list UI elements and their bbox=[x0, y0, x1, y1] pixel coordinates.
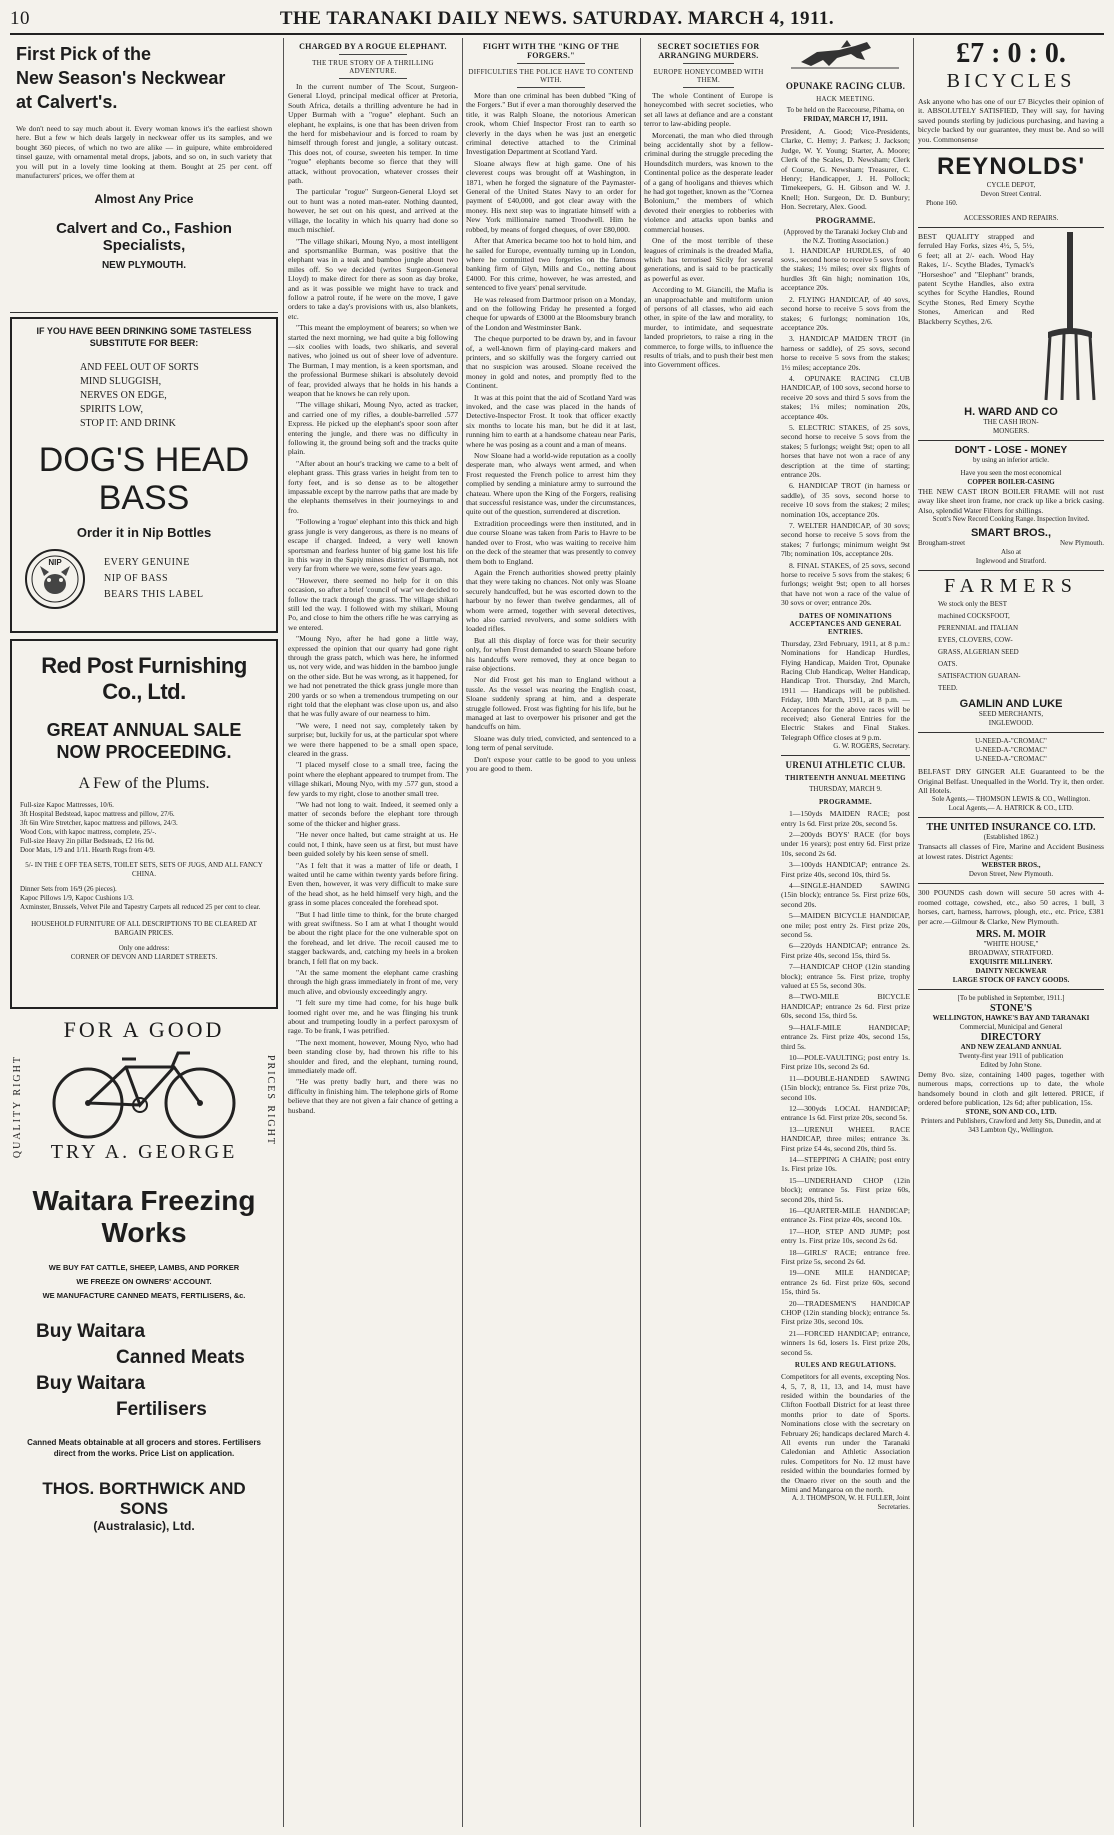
bass-line: MIND SLUGGISH, bbox=[80, 376, 162, 387]
elephant-paragraph: "As I felt that it was a matter of life or death, I waited until he came within twenty yards before firing. Even then, however, it was very difficult to make sure of the head shot, as he held himself very high, and the grass in some places concealed the forehead spot. bbox=[288, 860, 458, 908]
elephant-title: CHARGED BY A ROGUE ELEPHANT. bbox=[299, 42, 447, 51]
societies-paragraph: According to M. Giancili, the Mafia is an unapproachable and multiform union of persons of all classes, who aid each other, in spite of the law and morality, to murder, to intimidate, and sequestrate landed proprietors, to raise a ring in the commerce, to forge wills, to influence the results of trials, and to push their best men into Government offices. bbox=[644, 285, 773, 370]
george-left-vertical: QUALITY RIGHT bbox=[12, 1055, 23, 1159]
masthead bbox=[10, 6, 1104, 32]
waitara-firm-sub: (Australasic), Ltd. bbox=[93, 1519, 195, 1533]
calvert-heading-2: New Season's Neckwear bbox=[16, 68, 226, 88]
bicycles-body: Ask anyone who has one of our £7 Bicycles their opinion of it. ABSOLUTELY SATISFIED, They will say, for having saved pounds sterling by judicious purchasing, and having a bicycle backed by our guarantee, they must be. And so will you. Commonsense bbox=[918, 97, 1104, 144]
directory-firm: STONE, SON AND CO., LTD. bbox=[965, 1107, 1057, 1116]
racing-event-paragraph: 8. FINAL STAKES, of 25 sovs, second horse to receive 5 sovs from the stakes; 6 furlongs; weight 9st; open to all horses that have not won a race of the value of 30 sovs or over; entrance 20s. bbox=[781, 560, 910, 608]
insurance-est: (Established 1862.) bbox=[983, 833, 1039, 842]
racing-subtitle: HACK MEETING. bbox=[816, 95, 875, 103]
elephant-paragraph: "Moung Nyo, after he had gone a little way, expressed the opinion that our quarry had gone right through the grass patch, which was here, he informed us, not very wide, and was hidden in the bamboo jungle on the other side. But he was wrong, as it happened, for we had not penetrated the thick grass jungle more than 200 yards or so when a tremendous trumpeting on our right told that the elephant was close upon us, and also that he was fully aware of our nearness to him. bbox=[288, 634, 458, 719]
column-rule bbox=[913, 38, 914, 1827]
farmers-line: EYES, CLOVERS, COW- bbox=[938, 636, 1013, 645]
athletic-event-paragraph: 7—HANDICAP CHOP (12in standing block); entrance 5s. First prize, trophy valued at £5 5s, second 30s. bbox=[781, 962, 910, 991]
racing-programme-note: (Approved by the Taranaki Jockey Club and the N.Z. Trotting Association.) bbox=[783, 227, 908, 245]
column-4-societies-and-sports bbox=[644, 38, 910, 1827]
hward-sub: THE CASH IRON- bbox=[983, 418, 1039, 427]
forgers-paragraph: Now Sloane had a world-wide reputation as a coolly desperate man, who always went armed, and when Frost requested the French police to arrest him they complied by sending a miniature army to surround the chateau. Where upon the King of the Forgers, realising that successful resistance was, under the circumstances, quite out of the question, surrendered at discretion. bbox=[466, 451, 636, 517]
elephant-paragraph: "He was pretty badly hurt, and there was no difficulty in finishing him. The telephone girls of Rome believe that they are not given a fair chance of getting a husband. bbox=[288, 1077, 458, 1115]
forgers-title: FIGHT WITH THE "KING OF THE FORGERS." bbox=[482, 42, 620, 60]
red-post-ad bbox=[10, 639, 278, 1009]
moir-shop: "WHITE HOUSE," bbox=[983, 939, 1039, 948]
bass-lead: IF YOU HAVE BEEN DRINKING SOME TASTELESS SUBSTITUTE FOR BEER: bbox=[36, 326, 252, 348]
reynolds-name: REYNOLDS' bbox=[936, 153, 1086, 181]
farmers-line: GRASS, ALGERIAN SEED bbox=[938, 648, 1019, 657]
gamlin-firm: GAMLIN AND LUKE bbox=[959, 698, 1063, 711]
redpost-item: Full-size Kapoc Mattresses, 10/6. bbox=[20, 801, 114, 809]
societies-title: SECRET SOCIETIES FOR ARRANGING MURDERS. bbox=[657, 42, 760, 60]
athletic-event-paragraph: 5—MAIDEN BICYCLE HANDICAP, one mile; post entry 2s. First prize 20s, second 5s. bbox=[781, 911, 910, 940]
land-sale: 300 POUNDS cash down will secure 50 acres with 4-roomed cottage, cowshed, etc., also 50 acres, 1 bull, 3 horses, cart, harness, harrows, plough, etc., etc. Price, £381 per acre.—Gilmour & Clarke, New Plymouth. bbox=[918, 888, 1104, 926]
athletic-subtitle: THIRTEENTH ANNUAL MEETING bbox=[785, 774, 906, 783]
smart-line: Also at bbox=[1000, 548, 1022, 557]
elephant-paragraph: "I placed myself close to a small tree, facing the point where the elephant appeared to trumpet from. The village shikari, Moung Nyo, with my .577 gun, stood a few yards to my right, close to another small tree. bbox=[288, 760, 458, 798]
hward-firm: H. WARD AND CO bbox=[964, 406, 1058, 419]
athletic-event-paragraph: 1—150yds MAIDEN RACE; post entry 1s 6d. First prize 20s, second 5s. bbox=[781, 809, 910, 828]
farmers-line: SATISFACTION GUARAN- bbox=[938, 672, 1021, 681]
belfast-local: Local Agents,— A. HATRICK & CO., LTD. bbox=[948, 804, 1074, 813]
forgers-paragraph: Sloane always flew at high game. One of his cleverest coups was brought off at Washington, in 1871, when he forged the signature of the Paymaster-General of the United States Navy to an order for payment of £40,000, and got clear away with the money. His next step was to ingratiate himself with a New York millionaire named Troodwell. Him he robbed, by means of forged cheques, of over £80,000. bbox=[466, 158, 636, 234]
dogs-head-bass-ad bbox=[10, 317, 278, 633]
racing-event-paragraph: 2. FLYING HANDICAP, of 40 sovs, second horse to receive 5 sovs from the stakes; 6 furlongs; nomination 10s, acceptance 20s. bbox=[781, 294, 910, 332]
moir-addr: BROADWAY, STRATFORD. bbox=[968, 948, 1054, 957]
redpost-item: Wood Cots, with kapoc mattress, complete, 25/-. bbox=[20, 828, 157, 836]
athletic-event-paragraph: 12—300yds LOCAL HANDICAP; entrance 1s 6d. First prize 20s, second 5s. bbox=[781, 1103, 910, 1123]
athletic-programme-title: PROGRAMME. bbox=[819, 798, 872, 807]
forgers-paragraph: It was at this point that the aid of Scotland Yard was invoked, and the case was placed in the hands of Detective-Inspector Frost. It took that officer exactly six months to locate his man, but he did it at last, running him to earth at a handsome chateau near Paris, where he was posing as a count and a man of means. bbox=[466, 392, 636, 449]
bass-line: NERVES ON EDGE, bbox=[80, 390, 167, 401]
column-3-forgers-article bbox=[466, 38, 636, 1827]
calvert-heading-1: First Pick of the bbox=[16, 44, 152, 64]
elephant-paragraph: "But I had little time to think, for the brute charged with great swiftness. So I am at what I thought would be about the right place for the one vulnerable spot on the forehead, and let drive. The recoil caused me to stagger backwards, and, catching my heels in a broken branch, I fell flat on my back. bbox=[288, 909, 458, 966]
directory-editor: Edited by John Stone. bbox=[980, 1060, 1042, 1069]
athletic-event-paragraph: 20—TRADESMEN'S HANDICAP CHOP (12in standing block); entrance 5s. First prize 30s, second 10s. bbox=[781, 1298, 910, 1327]
elephant-paragraph: The particular "rogue" Surgeon-General Lloyd set out to hunt was a noted man-eater. Nothing daunted, however, he set out on his quest, and arrived at the village, the locality in which his quarry had done so much mischief. bbox=[288, 187, 458, 235]
insurance-agent-addr: Devon Street, New Plymouth. bbox=[968, 870, 1054, 879]
cromac-line: U-NEED-A-"CROMAC" bbox=[975, 737, 1047, 746]
athletic-event-paragraph: 6—220yds HANDICAP; entrance 2s. First prize 40s, second 15s, third 5s. bbox=[781, 941, 910, 960]
smart-name: SMART BROS., bbox=[970, 527, 1052, 540]
directory-lead: [To be published in September, 1911.] bbox=[957, 993, 1065, 1002]
elephant-paragraph: "Following a 'rogue' elephant into this thick and high grass jungle is very dangerous, as there is no means of escape if charged. Indeed, a very well known sportsman and fearless hunter of big game lost his life in this way in the Sapiy mines district of Burmah, not very far from where we were, some few years ago. bbox=[288, 517, 458, 574]
bass-order: Order it in Nip Bottles bbox=[76, 525, 212, 540]
directory-title-4: DIRECTORY bbox=[980, 1031, 1042, 1043]
elephant-paragraph: In the current number of The Scout, Surgeon-General Lloyd, principal medical officer at Pretoria, South Africa, details a thrilling adventure he had in Upper Burmah with a "rogue" elephant. Such an elephant, he explains, is one that has been driven from the herd for misbehaviour and is forced to roam by himself through forest and jungle, a solitary outcast. This does not, of course, sweeten his temper. In time "rogue" elephants become so fierce that they will attack, without provocation, whatever crosses their path. bbox=[288, 82, 458, 186]
bass-genuine-line: BEARS THIS LABEL bbox=[104, 589, 204, 600]
redpost-other: Kapoc Pillows 1/9, Kapoc Cushions 1/3. bbox=[20, 894, 134, 902]
nip-label-text: NIP bbox=[48, 558, 62, 567]
bicycles-price: £7 : 0 : 0. bbox=[956, 38, 1066, 69]
directory-title-5: AND NEW ZEALAND ANNUAL bbox=[960, 1042, 1062, 1051]
elephant-paragraph: "He never once halted, but came straight at us. He could not, I think, have seen us at first, but must have been guided solely by his keen sense of smell. bbox=[288, 830, 458, 859]
athletic-event-paragraph: 8—TWO-MILE BICYCLE HANDICAP; entrance 2s 6d. First prize 60s, second 15s, third 5s. bbox=[781, 992, 910, 1021]
redpost-name: Red Post Furnishing Co., Ltd. bbox=[41, 653, 247, 704]
belfast-ale: BELFAST DRY GINGER ALE Guaranteed to be the Original Belfast. Unequalled in the World. Try it, then order. All Hotels. bbox=[918, 767, 1104, 796]
racing-event-paragraph: 1. HANDICAP HURDLES, of 40 sovs., second horse to receive 5 sovs from the stakes; 1½ miles; over six flights of hurdles 3ft 6in high; nomination 10s, acceptance 20s. bbox=[781, 245, 910, 293]
bass-genuine-line: EVERY GENUINE bbox=[104, 557, 190, 568]
racing-event-paragraph: 4. OPUNAKE RACING CLUB HANDICAP, of 100 sovs, second horse to receive 20 sovs and third 5 sovs from the stakes; 1¼ miles; nomination 20s, acceptance 40s. bbox=[781, 373, 910, 421]
belfast-agents: Sole Agents,— THOMSON LEWIS & CO., Wellington. bbox=[931, 795, 1091, 804]
directory-title-1: STONE'S bbox=[989, 1002, 1033, 1014]
athletic-event-paragraph: 19—ONE MILE HANDICAP; entrance 2s 6d. First prize 60s, second 15s, third 5s. bbox=[781, 1268, 910, 1297]
athletic-event-paragraph: 17—HOP, STEP AND JUMP; post entry 1s. First prize 10s, second 2s 6d. bbox=[781, 1226, 910, 1246]
waitara-title-2: Works bbox=[101, 1217, 187, 1248]
george-right-vertical: PRICES RIGHT bbox=[265, 1055, 276, 1146]
forgers-paragraph: The cheque purported to be drawn by, and in favour of, a well-known firm of playing-card makers and printers, and so skilfully was the forgery carried out that no suspicion was aroused. Sloane received the money in gold and notes, and promptly fled to the Continent. bbox=[466, 334, 636, 391]
redpost-sale-2: NOW PROCEEDING. bbox=[56, 742, 232, 762]
waitara-buy-2a: Buy Waitara bbox=[36, 1373, 146, 1394]
racing-dates-text: Thursday, 23rd February, 1911, at 8 p.m.: Nominations for Handicap Hurdles, Flying Handicap, Maiden Trot, Opunake Racing Club Handicap, Welter Handicap, Handicap Trot. Thursday, 2nd March, 1911 — Handicaps will be published. Friday, 10th March, 1911, at 8 p.m. — Acceptances for the above races will be received; also General Entries for the Electric Stakes and Final Stakes. Telegraph Office closes at 9 p.m. bbox=[781, 638, 910, 742]
racing-secretary: G. W. ROGERS, Secretary. bbox=[833, 742, 910, 751]
societies-paragraph: One of the most terrible of these leagues of criminals is the dreaded Mafia, which has terrorised Sicily for several generations, and is said to be practically as powerful as ever. bbox=[644, 236, 773, 283]
calvert-town: NEW PLYMOUTH. bbox=[101, 260, 187, 272]
elephant-paragraph: "I felt sure my time had come, for his huge bulk loomed right over me, and he was flinging his trunk about and trumpeting loudly in a perfect paroxysm of rage. To be frank, I was petrified. bbox=[288, 998, 458, 1036]
column-rule bbox=[462, 38, 463, 1827]
boiler-heading: COPPER BOILER-CASING bbox=[967, 478, 1055, 487]
racing-event-paragraph: 5. ELECTRIC STAKES, of 25 sovs, second horse to receive 5 sovs from the stakes; 5 furlongs; weight 9st; open to all horses that have not won a race of any description at the time of starting; entrance 20s. bbox=[781, 422, 910, 479]
column-rule bbox=[283, 38, 284, 1827]
forgers-paragraph: Nor did Frost get his man to England without a tussle. As the vessel was nearing the English coast, Sloane suddenly sprang at him, and a desperate struggle followed. Frost was fighting for his life, but he managed at last to overpower his prisoner and get the handcuffs on him. bbox=[466, 675, 636, 732]
bicycles-title: BICYCLES bbox=[946, 70, 1076, 92]
athletic-event-paragraph: 11—DOUBLE-HANDED SAWING (15in block); entrance 5s. First prize 70s, second 10s. bbox=[781, 1073, 910, 1102]
waitara-firm: THOS. BORTHWICK AND SONS bbox=[42, 1479, 246, 1518]
page-number-left: 10 bbox=[10, 8, 30, 29]
athletic-secretaries: A. J. THOMPSON, W. H. FULLER, Joint Secretaries. bbox=[791, 1494, 910, 1512]
forgers-paragraph: But all this display of force was for their security only, for when Frost demanded to search Sloane before his handcuffs were removed, they at once began to raise objections. bbox=[466, 635, 636, 673]
smart-line: New Plymouth. bbox=[1060, 539, 1104, 548]
calvert-price-line: Almost Any Price bbox=[94, 192, 194, 207]
forgers-body bbox=[466, 91, 636, 773]
athletic-event-paragraph: 15—UNDERHAND CHOP (12in block); entrance 5s. First prize 60s, second 20s, third 5s. bbox=[781, 1175, 910, 1204]
waitara-line: WE FREEZE ON OWNERS' ACCOUNT. bbox=[76, 1277, 212, 1286]
farmers-line: TEED. bbox=[938, 684, 958, 693]
redpost-sale-1: GREAT ANNUAL SALE bbox=[46, 720, 242, 740]
calvert-firm: Calvert and Co., Fashion Specialists, bbox=[56, 220, 232, 255]
athletic-date: THURSDAY, MARCH 9. bbox=[809, 785, 882, 794]
bass-line: SPIRITS LOW, bbox=[80, 404, 143, 415]
athletic-event-paragraph: 4—SINGLE-HANDED SAWING (15in block); entrance 5s. First prize 60s, second 20s. bbox=[781, 881, 910, 909]
directory-title-3: Commercial, Municipal and General bbox=[959, 1022, 1063, 1031]
elephant-paragraph: "The village shikari, Moung Nyo, a most intelligent and sportsmanlike Burman, was positive that the elephant was in a teak and bamboo jungle about two miles off. So we decided (writes Surgeon-General Lloyd) to make direct for there as soon as day broke, and as it was possible we might have to track and follow a patrol route, if he were on the move, I gave orders to take a day's provisions with us, also blankets, etc. bbox=[288, 236, 458, 321]
waitara-note: Canned Meats obtainable at all grocers and stores. Fertilisers direct from the works. Price List on application. bbox=[27, 1438, 261, 1458]
forgers-paragraph: Sloane was duly tried, convicted, and sentenced to a long term of penal servitude. bbox=[466, 733, 636, 753]
racing-event-paragraph: 6. HANDICAP TROT (in harness or saddle), of 35 sovs, second horse to receive 10 sovs from the stakes; 2 miles; nomination 10s, acceptance 20s. bbox=[781, 481, 910, 519]
directory-year: Twenty-first year 1911 of publication bbox=[958, 1051, 1064, 1060]
directory-title-2: WELLINGTON, HAWKE'S BAY AND TARANAKI bbox=[932, 1013, 1090, 1022]
racing-officers: President, A. Good; Vice-Presidents, Clarke, C. Hemy; J. Parkes; J. Jackson; Judge, W. Y. Young; Starter, A. Moore; Clerk of the Scales, D. Newsham; Clerk of Course, G. Newsham; Treasurer, C. Henry; Handicapper, J. H. Pollock; Timekeepers, G. H. Gibson and W. J. Knell; Hon. Surgeon, Dr. D. Bunbury; Hon. Secretary, Alex. Good. bbox=[781, 127, 910, 212]
bass-brand-1: DOG'S HEAD bbox=[38, 441, 250, 479]
directory-firm-sub: Printers and Publishers, Crawford and Jetty Sts, Dunedin, and at 343 Lambton Qy., Wellington. bbox=[920, 1116, 1102, 1134]
directory-body: Demy 8vo. size, containing 1400 pages, together with numerous maps, corrections up to date, the whole handsomely bound in cloth and gilt lettered. PRICE, if ordered before publication, 12s 6d; after publication, 15s. bbox=[918, 1069, 1104, 1108]
forgers-paragraph: Again the French authorities showed pretty plainly that they were taking no chances. Not only was Sloane securely handcuffed, but he was escorted down to the harbour by no fewer than twelve gendarmes, all of whom were armed, together with several detectives, who also carried revolvers, and some soldiers with loaded rifles. bbox=[466, 567, 636, 634]
elephant-subtitle: THE TRUE STORY OF A THRILLING ADVENTURE. bbox=[312, 59, 434, 75]
moir-line: EXQUISITE MILLINERY. bbox=[969, 957, 1053, 966]
redpost-item: 3ft 6in Wire Stretcher, kapoc mattress and pillows, 24/3. bbox=[20, 819, 178, 827]
gamlin-town: INGLEWOOD. bbox=[988, 719, 1034, 728]
forgers-paragraph: Extradition proceedings were then instituted, and in due course Sloane was taken from Paris to Havre to be handed over to Frost, who was waiting to receive him on the deck of the steamer that was presently to convey them both to England. bbox=[466, 518, 636, 566]
racing-programme-title: PROGRAMME. bbox=[815, 215, 876, 225]
racing-event-paragraph: 3. HANDICAP MAIDEN TROT (in harness or saddle), of 25 sovs, second horse to receive 5 sovs from the stakes; 1½ miles; acceptance 20s. bbox=[781, 334, 910, 372]
athletic-title: URENUI ATHLETIC CLUB. bbox=[785, 760, 906, 771]
elephant-paragraph: "We had not long to wait. Indeed, it seemed only a matter of seconds before the elephant tore through some of the thicker and higher grass. bbox=[288, 800, 458, 828]
reynolds-line: ACCESSORIES AND REPAIRS. bbox=[963, 214, 1059, 223]
redpost-address-lead: Only one address: bbox=[118, 944, 170, 952]
elephant-paragraph: "At the same moment the elephant came crashing through the high grass immediately in front of me, very much alive, and obviously exceedingly angry. bbox=[288, 967, 458, 996]
racing-events bbox=[781, 246, 910, 608]
waitara-ad bbox=[10, 1181, 278, 1537]
george-bottom: TRY A. GEORGE bbox=[50, 1141, 238, 1163]
calvert-heading-3: at Calvert's. bbox=[16, 92, 118, 112]
redpost-other: Dinner Sets from 16/9 (26 pieces). bbox=[20, 885, 117, 893]
moir-line: LARGE STOCK OF FANCY GOODS. bbox=[952, 975, 1070, 984]
redpost-item: Full-size Heavy 2in pillar Bedsteads, £2 16s 0d. bbox=[20, 837, 155, 845]
redpost-plums: A Few of the Plums. bbox=[78, 775, 210, 792]
farmers-line: OATS. bbox=[938, 660, 958, 669]
waitara-buy-2b: Fertilisers bbox=[116, 1399, 207, 1420]
forgers-paragraph: After that America became too hot to hold him, and he sailed for Europe, eventually turning up in London, where he committed two forgeries on the famous banking firm of Glyn, Mills and Co., netting about £4000. For this crime, however, he was arrested, and sentenced to five years' penal servitude. bbox=[466, 236, 636, 293]
insurance-title: THE UNITED INSURANCE CO. LTD. bbox=[926, 822, 1096, 834]
bass-brand-2: BASS bbox=[98, 479, 190, 517]
waitara-title-1: Waitara Freezing bbox=[32, 1185, 256, 1216]
racing-title: OPUNAKE RACING CLUB. bbox=[785, 81, 906, 91]
moir-line: DAINTY NECKWEAR bbox=[975, 966, 1047, 975]
racing-date-line: To be held on the Racecourse, Pihama, on bbox=[786, 106, 905, 114]
athletic-rules: Competitors for all events, excepting Nos. 4, 5, 7, 8, 11, 13, and 14, must have resided within the boundaries of the Clifton Football District for at least three months prior to date of Sports. Nominations close with the secretary on February 26; handicaps declared March 4. All events run under the Taranaki Caledonian and Athletic Association rules. Competitors for No. 12 must have resided within the boundaries formed by the Onaero river on the south and the Mimi and Mangaroa on the north. bbox=[781, 1372, 910, 1494]
waitara-buy-1a: Buy Waitara bbox=[36, 1321, 146, 1342]
moir-name: MRS. M. MOIR bbox=[976, 928, 1046, 940]
waitara-line: WE MANUFACTURE CANNED MEATS, FERTILISERS, &c. bbox=[42, 1291, 246, 1300]
athletic-event-paragraph: 3—100yds HANDICAP; entrance 2s. First prize 40s, second 10s, third 5s. bbox=[781, 860, 910, 879]
elephant-paragraph: "We were, I need not say, completely taken by surprise; but, luckily for us, at the particular spot where we were there happened to be a small open space, cleared in the grass. bbox=[288, 720, 458, 759]
athletic-event-paragraph: 18—GIRLS' RACE; entrance free. First prize 5s, second 2s 6d. bbox=[781, 1247, 910, 1267]
column-2-elephant-article bbox=[288, 38, 458, 1827]
athletic-event-paragraph: 21—FORCED HANDICAP; entrance, winners 1s 6d, losers 1s. First prize 20s, second 5s. bbox=[781, 1328, 910, 1357]
forgers-subtitle: DIFFICULTIES THE POLICE HAVE TO CONTEND WITH. bbox=[468, 68, 634, 84]
elephant-paragraph: "However, there seemed no help for it on this occasion, so after a brief 'council of war' we decided to follow the track through the grass. The village shikari still led the way. I followed with my shikari, Moung Po, and close to him the others rifle he was carrying as we entered. bbox=[288, 575, 458, 632]
cromac-line: U-NEED-A-"CROMAC" bbox=[975, 755, 1047, 764]
smart-line: Brougham-street bbox=[918, 539, 966, 548]
elephant-body bbox=[288, 82, 458, 1115]
bass-line: AND FEEL OUT OF SORTS bbox=[80, 362, 199, 373]
racing-event-paragraph: 7. WELTER HANDICAP, of 30 sovs; second horse to receive 5 sovs from the stakes; 7 furlongs; minimum weight 9st 7lb; nomination 10s, acceptance 20s. bbox=[781, 521, 910, 559]
calvert-body: We don't need to say much about it. Every woman knows it's the earliest shown here. But a few w hich deals largely in neckwear offer us its samples, and we bought 360 pieces, of which no two are alike — in guipure, white embroidered tinsel gauze, with ornamental metal drops, jabots, and so on, in such variety that you will put in a lovely time looking at them. Bought at 25 per cent. off manufacturers' prices, we offer them at bbox=[16, 124, 272, 181]
racing-date: FRIDAY, MARCH 17, 1911. bbox=[803, 115, 888, 123]
reynolds-line: CYCLE DEPOT, bbox=[986, 181, 1036, 190]
hward-sub: MONGERS. bbox=[993, 427, 1029, 436]
waitara-line: WE BUY FAT CATTLE, SHEEP, LAMBS, AND PORKER bbox=[48, 1263, 240, 1272]
redpost-household: HOUSEHOLD FURNITURE OF ALL DESCRIPTIONS TO BE CLEARED AT BARGAIN PRICES. bbox=[31, 920, 257, 937]
george-bicycle-ad bbox=[10, 1015, 278, 1175]
george-top: FOR A GOOD bbox=[63, 1017, 225, 1042]
societies-paragraph: The whole Continent of Europe is honeycombed with secret societies, who set all laws at defiance and are a constant terror to law-abiding people. bbox=[644, 91, 773, 129]
gamlin-sub: SEED MERCHANTS, bbox=[978, 710, 1044, 719]
column-1-ads bbox=[10, 38, 278, 1827]
reynolds-phone: Phone 160. bbox=[926, 199, 958, 208]
masthead-rule bbox=[10, 33, 1104, 35]
column-5-ads bbox=[918, 38, 1104, 1827]
boiler-title: DON'T - LOSE - MONEY bbox=[954, 445, 1068, 457]
redpost-item: 3ft Hospital Bedstead, kapoc mattress and pillow, 27/6. bbox=[20, 810, 175, 818]
bicycle-icon bbox=[44, 1045, 244, 1141]
boiler-body-2: THE NEW CAST IRON BOILER FRAME will not rust away like sheet iron frame, nor crack up like a brick casing. Also, splendid Water Filters for shillings. bbox=[918, 487, 1104, 515]
redpost-other: Axminster, Brussels, Velvet Pile and Tapestry Carpets all reduced 25 per cent to clear. bbox=[20, 903, 261, 911]
pitchfork-icon bbox=[1038, 232, 1102, 402]
insurance-body: Transacts all classes of Fire, Marine and Accident Business at lowest rates. District Agents: bbox=[918, 842, 1104, 861]
elephant-paragraph: "This meant the employment of bearers; so when we started the next morning, we had quite a big following—six coolies with loads, two shikaris, and several natives, who joined us out of sheer love of adventure. The Burman, I may mention, is a keen sportsman, and the professional Burmese shikari is absolutely devoid of fear, provided always that he holds in his hands a weapon that he knows he can rely upon. bbox=[288, 323, 458, 398]
forgers-paragraph: More than one criminal has been dubbed "King of the Forgers." But if ever a man thoroughly deserved the title, it was Ralph Sloane, the notorious American crook, whom Chief Inspector Frost ran to earth so cleverly in the days when he was just an energetic criminal detective attached to the Criminal Investigation Department at Scotland Yard. bbox=[466, 91, 636, 157]
column-rule bbox=[640, 38, 641, 1827]
racing-dates-title: DATES OF NOMINATIONS ACCEPTANCES AND GENERAL ENTRIES. bbox=[789, 611, 902, 636]
forgers-paragraph: Don't expose your cattle to be good to you unless you are good to them. bbox=[466, 754, 636, 774]
smart-line: Inglewood and Stratford. bbox=[975, 557, 1047, 566]
farmers-line: PERENNIAL and ITALIAN bbox=[938, 624, 1019, 633]
calvert-ad bbox=[10, 38, 278, 308]
farmers-title: FARMERS bbox=[944, 575, 1078, 598]
elephant-paragraph: "The next moment, however, Moung Nyo, who had been standing close by, had thrown his rifle to his shoulder and fired, and the elephant, turning round, immediately made off. bbox=[288, 1037, 458, 1076]
athletic-rules-title: RULES AND REGULATIONS. bbox=[794, 1361, 897, 1370]
waitara-buy-1b: Canned Meats bbox=[116, 1347, 245, 1368]
redpost-address: CORNER OF DEVON AND LIARDET STREETS. bbox=[70, 953, 218, 961]
boiler-sub: by using an inferior article. bbox=[972, 456, 1049, 465]
redpost-item: Door Mats, 1/9 and 1/11. Hearth Rugs from 4/9. bbox=[20, 846, 155, 854]
athletic-event-paragraph: 9—HALF-MILE HANDICAP; entrance 2s. First prize 40s, second 15s, third 5s. bbox=[781, 1022, 910, 1051]
boiler-note: Scott's New Record Cooking Range. Inspection Invited. bbox=[932, 515, 1090, 524]
athletic-events bbox=[781, 809, 910, 1357]
newspaper-title: THE TARANAKI DAILY NEWS. SATURDAY. MARCH 4, 1911. bbox=[279, 8, 835, 29]
farmers-line: machined COCKSFOOT, bbox=[938, 612, 1010, 621]
athletic-event-paragraph: 2—200yds BOYS' RACE (for boys under 16 years); post entry 6d. First prize 10s, second 2s 6d. bbox=[781, 829, 910, 858]
redpost-tea: 5/- IN THE £ OFF TEA SETS, TOILET SETS, SETS OF JUGS, AND ALL FANCY CHINA. bbox=[25, 861, 263, 878]
forgers-paragraph: He was released from Dartmoor prison on a Monday, and on the following Friday he presented a forged cheque for upwards of £3000 at the Bloomsbury branch of the London and Westminster Bank. bbox=[466, 294, 636, 332]
athletic-event-paragraph: 10—POLE-VAULTING; post entry 1s. First prize 10s, second 2s 6d. bbox=[781, 1052, 910, 1072]
elephant-paragraph: "After about an hour's tracking we came to a belt of elephant grass. This grass varies in height from ten to forty feet, and is so dense as to be altogether impassable except by the narrow paths that are made by the elephants themselves in their journeyings to and fro. bbox=[288, 458, 458, 515]
farmers-line: We stock only the BEST bbox=[938, 600, 1008, 609]
elephant-paragraph: "The village shikari, Moung Nyo, acted as tracker, and carried one of my rifles, a double-barrelled .577 Express. He picked up the elephant's spoor soon after entering the jungle, and there was no difficulty in following it, the ground being soft and the tracks quite plain. bbox=[288, 400, 458, 457]
societies-body bbox=[644, 91, 773, 370]
bass-genuine-line: NIP OF BASS bbox=[104, 573, 169, 584]
athletic-event-paragraph: 14—STEPPING A CHAIN; post entry 1s. First prize 10s. bbox=[781, 1154, 910, 1174]
racehorse-icon bbox=[781, 38, 910, 72]
cromac-line: U-NEED-A-"CROMAC" bbox=[975, 746, 1047, 755]
nip-label-icon bbox=[20, 548, 90, 610]
reynolds-line: Devon Street Central. bbox=[980, 190, 1042, 199]
societies-paragraph: Morcenati, the man who died through being accidentally shot by a fellow-criminal during the struggle preceding the Houndsditch murders, was known to the Continental police as the desperate leader of a gang of hooligans and thieves which he had got together, known as the "Cornea Bolonium," the members of which devoted their energies to robberies with violence and attacks upon banks and commercial houses. bbox=[644, 130, 773, 234]
athletic-event-paragraph: 16—QUARTER-MILE HANDICAP; entrance 2s. First prize 40s, second 10s. bbox=[781, 1206, 910, 1225]
bass-line: STOP IT: AND DRINK bbox=[80, 418, 176, 429]
insurance-agent: WEBSTER BROS., bbox=[981, 861, 1041, 870]
boiler-body-1: Have you seen the most economical bbox=[960, 469, 1062, 478]
hward-lead: BEST QUALITY strapped and ferruled Hay Forks, sizes 4½, 5, 5½, 6 feet; all at 2/- each. Wood Hay Rakes, 1/-. Scythe Blades, Tymack's "Horseshoe" and "Elephant" brands, patent Scythe Handles, also extra scythes for Scythe Handles, Round Scythe Stones, Red Emery Scythe Stones, American and Red Blackberry Scythes, 2/6. bbox=[918, 232, 1034, 326]
societies-subtitle: EUROPE HONEYCOMBED WITH THEM. bbox=[653, 68, 764, 84]
athletic-event-paragraph: 13—URENUI WHEEL RACE HANDICAP, three miles; entrance 3s. First prize £4 4s, second 20s, third 5s. bbox=[781, 1124, 910, 1153]
